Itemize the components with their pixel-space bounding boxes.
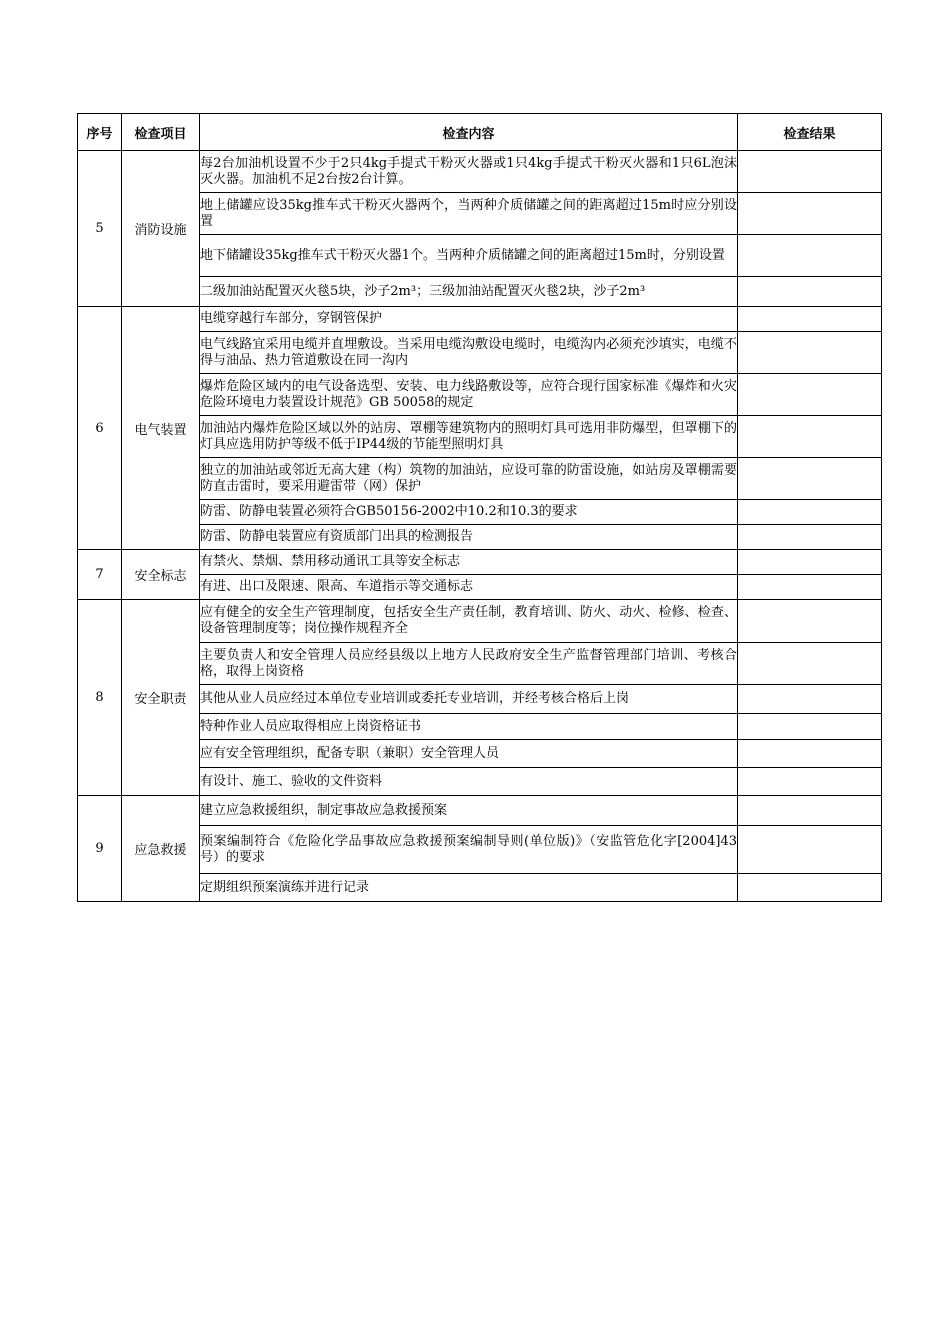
section-name: 消防设施 xyxy=(122,151,200,307)
header-row xyxy=(78,114,882,151)
check-result-cell[interactable] xyxy=(738,796,882,826)
check-content: 防雷、防静电装置必须符合GB50156-2002中10.2和10.3的要求 xyxy=(200,500,738,525)
check-content: 主要负责人和安全管理人员应经县级以上地方人民政府安全生产监督管理部门培训、考核合格，取得上岗资格 xyxy=(200,643,738,685)
check-result-cell[interactable] xyxy=(738,277,882,307)
check-content: 防雷、防静电装置应有资质部门出具的检测报告 xyxy=(200,525,738,550)
check-result-cell[interactable] xyxy=(738,151,882,193)
section-name: 安全标志 xyxy=(122,550,200,600)
check-result-cell[interactable] xyxy=(738,374,882,416)
header-result: 检查结果 xyxy=(738,114,882,151)
header-no: 序号 xyxy=(78,114,122,151)
table-row xyxy=(78,151,882,193)
header-item: 检查项目 xyxy=(122,114,200,151)
check-content: 其他从业人员应经过本单位专业培训或委托专业培训，并经考核合格后上岗 xyxy=(200,685,738,714)
check-content: 有禁火、禁烟、禁用移动通讯工具等安全标志 xyxy=(200,550,738,575)
check-result-cell[interactable] xyxy=(738,685,882,714)
check-result-cell[interactable] xyxy=(738,500,882,525)
check-result-cell[interactable] xyxy=(738,416,882,458)
check-result-cell[interactable] xyxy=(738,826,882,874)
check-result-cell[interactable] xyxy=(738,235,882,277)
check-content: 建立应急救援组织，制定事故应急救援预案 xyxy=(200,796,738,826)
check-content: 地上储罐应设35kg推车式干粉灭火器两个，当两种介质储罐之间的距离超过15m时应分别设置 xyxy=(200,193,738,235)
section-name: 安全职责 xyxy=(122,600,200,796)
check-result-cell[interactable] xyxy=(738,714,882,740)
check-result-cell[interactable] xyxy=(738,643,882,685)
check-content: 独立的加油站或邻近无高大建（构）筑物的加油站，应设可靠的防雷设施，如站房及罩棚需要防直击雷时，要采用避雷带（网）保护 xyxy=(200,458,738,500)
table-row xyxy=(78,600,882,643)
table-row xyxy=(78,796,882,826)
check-content: 定期组织预案演练并进行记录 xyxy=(200,874,738,902)
check-result-cell[interactable] xyxy=(738,740,882,768)
check-content: 特种作业人员应取得相应上岗资格证书 xyxy=(200,714,738,740)
check-content: 有设计、施工、验收的文件资料 xyxy=(200,768,738,796)
check-content: 每2台加油机设置不少于2只4kg手提式干粉灭火器或1只4kg手提式干粉灭火器和1只6L泡沫灭火器。加油机不足2台按2台计算。 xyxy=(200,151,738,193)
section-number: 9 xyxy=(78,796,122,902)
check-result-cell[interactable] xyxy=(738,525,882,550)
check-content: 电气线路宜采用电缆并直埋敷设。当采用电缆沟敷设电缆时，电缆沟内必须充沙填实，电缆不得与油品、热力管道敷设在同一沟内 xyxy=(200,332,738,374)
check-result-cell[interactable] xyxy=(738,768,882,796)
check-result-cell[interactable] xyxy=(738,550,882,575)
check-result-cell[interactable] xyxy=(738,874,882,902)
check-result-cell[interactable] xyxy=(738,307,882,332)
check-result-cell[interactable] xyxy=(738,332,882,374)
table-row xyxy=(78,307,882,332)
section-number: 5 xyxy=(78,151,122,307)
section-name: 电气装置 xyxy=(122,307,200,550)
check-content: 电缆穿越行车部分，穿钢管保护 xyxy=(200,307,738,332)
check-result-cell[interactable] xyxy=(738,600,882,643)
section-name: 应急救援 xyxy=(122,796,200,902)
check-result-cell[interactable] xyxy=(738,458,882,500)
check-content: 加油站内爆炸危险区域以外的站房、罩棚等建筑物内的照明灯具可选用非防爆型，但罩棚下的灯具应选用防护等级不低于IP44级的节能型照明灯具 xyxy=(200,416,738,458)
table-row xyxy=(78,550,882,575)
inspection-table xyxy=(77,113,882,902)
section-number: 8 xyxy=(78,600,122,796)
header-content: 检查内容 xyxy=(200,114,738,151)
check-content: 二级加油站配置灭火毯5块，沙子2m³；三级加油站配置灭火毯2块，沙子2m³ xyxy=(200,277,738,307)
check-content: 应有健全的安全生产管理制度，包括安全生产责任制，教育培训、防火、动火、检修、检查、设备管理制度等；岗位操作规程齐全 xyxy=(200,600,738,643)
check-content: 有进、出口及限速、限高、车道指示等交通标志 xyxy=(200,575,738,600)
check-content: 地下储罐设35kg推车式干粉灭火器1个。当两种介质储罐之间的距离超过15m时，分别设置 xyxy=(200,235,738,277)
check-content: 应有安全管理组织，配备专职（兼职）安全管理人员 xyxy=(200,740,738,768)
check-result-cell[interactable] xyxy=(738,575,882,600)
check-result-cell[interactable] xyxy=(738,193,882,235)
section-number: 6 xyxy=(78,307,122,550)
check-content: 爆炸危险区域内的电气设备选型、安装、电力线路敷设等，应符合现行国家标准《爆炸和火灾危险环境电力装置设计规范》GB 50058的规定 xyxy=(200,374,738,416)
check-content: 预案编制符合《危险化学品事故应急救援预案编制导则(单位版)》（安监管危化字[2004]43号）的要求 xyxy=(200,826,738,874)
section-number: 7 xyxy=(78,550,122,600)
